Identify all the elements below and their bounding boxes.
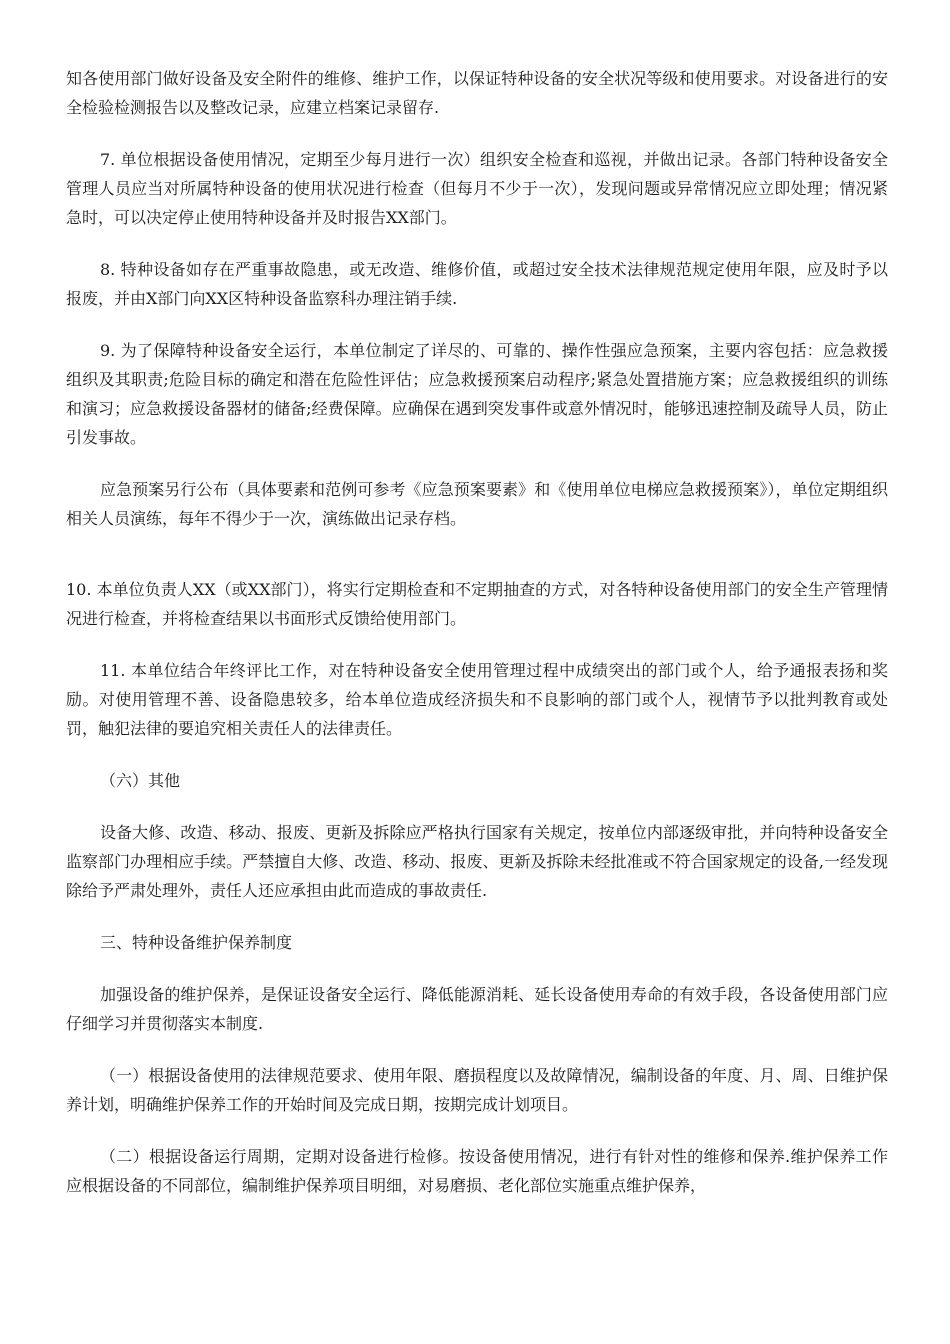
- section-heading-maintenance-system: 三、特种设备维护保养制度: [100, 933, 293, 952]
- paragraph-emergency-plan: 应急预案另行公布（具体要素和范例可参考《应急预案要素》和《使用单位电梯应急救援预案》），单位定期组织相关人员演练，每年不得少于一次，演练做出记录存档。: [66, 480, 888, 528]
- paragraph-item-11: 11. 本单位结合年终评比工作，对在特种设备安全使用管理过程中成绩突出的部门或个人，给予通报表扬和奖励。对使用管理不善、设备隐患较多，给本单位造成经济损失和不良影响的部门或个人，视情节予以批判教育或处罚，触犯法律的要追究相关责任人的法律责任。: [66, 661, 888, 738]
- paragraph-item-7: 7. 单位根据设备使用情况，定期至少每月进行一次）组织安全检查和巡视，并做出记录。各部门特种设备安全管理人员应当对所属特种设备的使用状况进行检查（但每月不少于一次），发现问题或异常情况应立即处理；情况紧急时，可以决定停止使用特种设备并及时报告XX部门。: [66, 150, 888, 227]
- document-page: [66, 64, 888, 1223]
- paragraph-maintenance-intro: 加强设备的维护保养，是保证设备安全运行、降低能源消耗、延长设备使用寿命的有效手段，各设备使用部门应仔细学习并贯彻落实本制度.: [66, 985, 888, 1033]
- paragraph-continuation: 知各使用部门做好设备及安全附件的维修、维护工作，以保证特种设备的安全状况等级和使用要求。对设备进行的安全检验检测报告以及整改记录，应建立档案记录留存.: [66, 69, 888, 117]
- paragraph-item-9: 9. 为了保障特种设备安全运行，本单位制定了详尽的、可靠的、操作性强应急预案，主要内容包括：应急救援组织及其职责;危险目标的确定和潜在危险性评估；应急救援预案启动程序;紧急处置措施方案；应急救援组织的训练和演习；应急救援设备器材的储备;经费保障。应确保在遇到突发事件或意外情况时，能够迅速控制及疏导人员，防止引发事故。: [66, 341, 888, 447]
- paragraph-maintenance-item-2: （二）根据设备运行周期，定期对设备进行检修。按设备使用情况，进行有针对性的维修和保养.维护保养工作应根据设备的不同部位，编制维护保养项目明细，对易磨损、老化部位实施重点维护保养，: [66, 1147, 888, 1195]
- paragraph-equipment-overhaul: 设备大修、改造、移动、报废、更新及拆除应严格执行国家有关规定，按单位内部逐级审批，并向特种设备安全监察部门办理相应手续。严禁擅自大修、改造、移动、报废、更新及拆除未经批准或不符合国家规定的设备,一经发现除给予严肃处理外，责任人还应承担由此而造成的事故责任.: [66, 823, 888, 900]
- paragraph-maintenance-item-1: （一）根据设备使用的法律规范要求、使用年限、磨损程度以及故障情况，编制设备的年度、月、周、日维护保养计划，明确维护保养工作的开始时间及完成日期，按期完成计划项目。: [66, 1066, 888, 1114]
- paragraph-item-8: 8. 特种设备如存在严重事故隐患，或无改造、维修价值，或超过安全技术法律规范规定使用年限，应及时予以报废，并由X部门向XX区特种设备监察科办理注销手续.: [66, 260, 888, 308]
- section-heading-other: （六）其他: [100, 771, 181, 790]
- paragraph-item-10: 10. 本单位负责人XX（或XX部门），将实行定期检查和不定期抽查的方式，对各特种设备使用部门的安全生产管理情况进行检查，并将检查结果以书面形式反馈给使用部门。: [66, 580, 888, 628]
